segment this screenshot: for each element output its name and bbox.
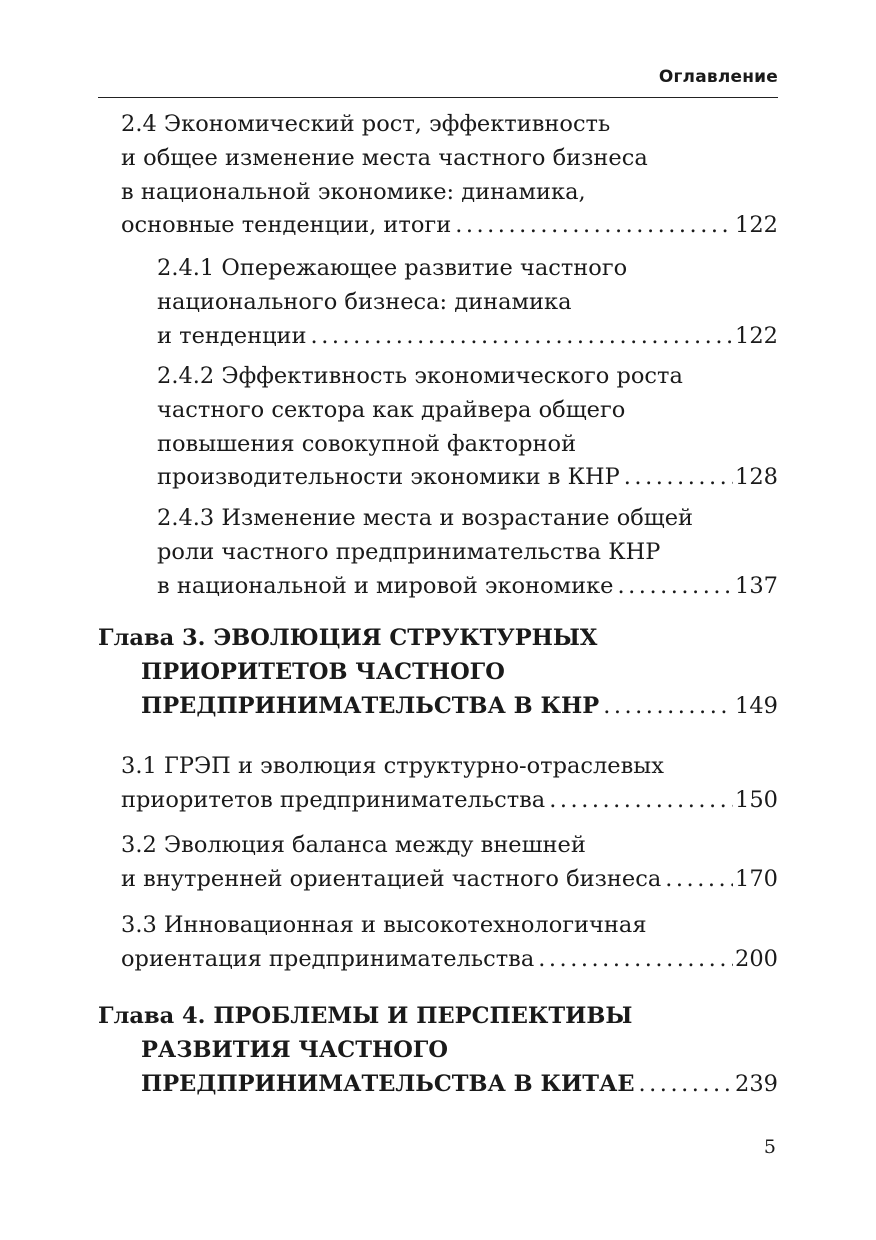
toc-entry-line: повышения совокупной факторной — [157, 430, 577, 457]
toc-entry-line: 2.4.3 Изменение места и возрастание общей — [157, 505, 694, 531]
dot-leader — [661, 863, 733, 897]
dot-leader — [634, 1068, 733, 1102]
toc-entry-2-4-3[interactable] — [157, 502, 778, 603]
dot-leader — [599, 690, 733, 724]
dot-leader — [307, 320, 734, 354]
toc-page-number: 149 — [735, 692, 778, 719]
toc-entry-line: и внутренней ориентацией частного бизнеса — [121, 865, 662, 892]
toc-page-number: 239 — [735, 1070, 778, 1097]
toc-entry-line: приоритетов предпринимательства — [121, 786, 546, 813]
toc-page-number: 128 — [735, 464, 778, 491]
toc-chapter-3[interactable] — [98, 622, 778, 723]
toc-entry-line: ПРИОРИТЕТОВ ЧАСТНОГО — [141, 658, 505, 685]
toc-entry-line: РАЗВИТИЯ ЧАСТНОГО — [141, 1036, 448, 1063]
dot-leader — [534, 943, 733, 977]
toc-entry-line: роли частного предпринимательства КНР — [157, 538, 661, 565]
toc-entry-line: в национальной и мировой экономике — [157, 572, 614, 599]
toc-page-number: 122 — [735, 212, 778, 239]
toc-entry-line: 2.4.1 Опережающее развитие частного — [157, 255, 628, 281]
page-number: 5 — [763, 1136, 776, 1158]
toc-page-number: 170 — [735, 865, 778, 892]
toc-entry-line: национального бизнеса: динамика — [157, 288, 572, 315]
header-rule — [98, 97, 778, 98]
toc-entry-line: частного сектора как драйвера общего — [157, 396, 626, 423]
toc-entry-2-4[interactable] — [121, 108, 778, 243]
toc-chapter-4[interactable] — [98, 1000, 778, 1101]
toc-entry-line: 3.1 ГРЭП и эволюция структурно-отраслевых — [121, 753, 664, 779]
toc-entry-line: и тенденции — [157, 322, 307, 349]
toc-page-number: 137 — [735, 572, 778, 599]
toc-entry-line: Глава 3. ЭВОЛЮЦИЯ СТРУКТУРНЫХ — [98, 625, 598, 651]
toc-entry-2-4-1[interactable] — [157, 252, 778, 353]
toc-entry-line: и общее изменение места частного бизнеса — [121, 144, 648, 171]
toc-page-number: 122 — [735, 322, 778, 349]
dot-leader — [451, 209, 733, 243]
toc-entry-line: основные тенденции, итоги — [121, 212, 452, 239]
toc-entry-line: 3.3 Инновационная и высокотехнологичная — [121, 912, 647, 938]
toc-entry-line: производительности экономики в КНР — [157, 464, 620, 491]
dot-leader — [613, 570, 733, 604]
toc-entry-line: 2.4.2 Эффективность экономического роста — [157, 363, 683, 389]
toc-entry-3-2[interactable] — [121, 829, 778, 897]
toc-page-number: 150 — [735, 786, 778, 813]
toc-entry-3-3[interactable] — [121, 909, 778, 977]
toc-entry-line: в национальной экономике: динамика, — [121, 178, 586, 205]
toc-entry-line: 2.4 Экономический рост, эффективность — [121, 111, 611, 137]
dot-leader — [545, 784, 733, 818]
toc-entry-line: ориентация предпринимательства — [121, 945, 535, 972]
toc-entry-3-1[interactable] — [121, 750, 778, 818]
toc-page-number: 200 — [735, 945, 778, 972]
toc-entry-2-4-2[interactable] — [157, 360, 778, 495]
toc-entry-line: ПРЕДПРИНИМАТЕЛЬСТВА В КИТАЕ — [141, 1070, 635, 1097]
toc-entry-line: 3.2 Эволюция баланса между внешней — [121, 832, 586, 858]
toc-entry-line: Глава 4. ПРОБЛЕМЫ И ПЕРСПЕКТИВЫ — [98, 1003, 633, 1029]
dot-leader — [620, 461, 733, 495]
running-header: Оглавление — [658, 67, 778, 87]
toc-entry-line: ПРЕДПРИНИМАТЕЛЬСТВА В КНР — [141, 692, 600, 719]
